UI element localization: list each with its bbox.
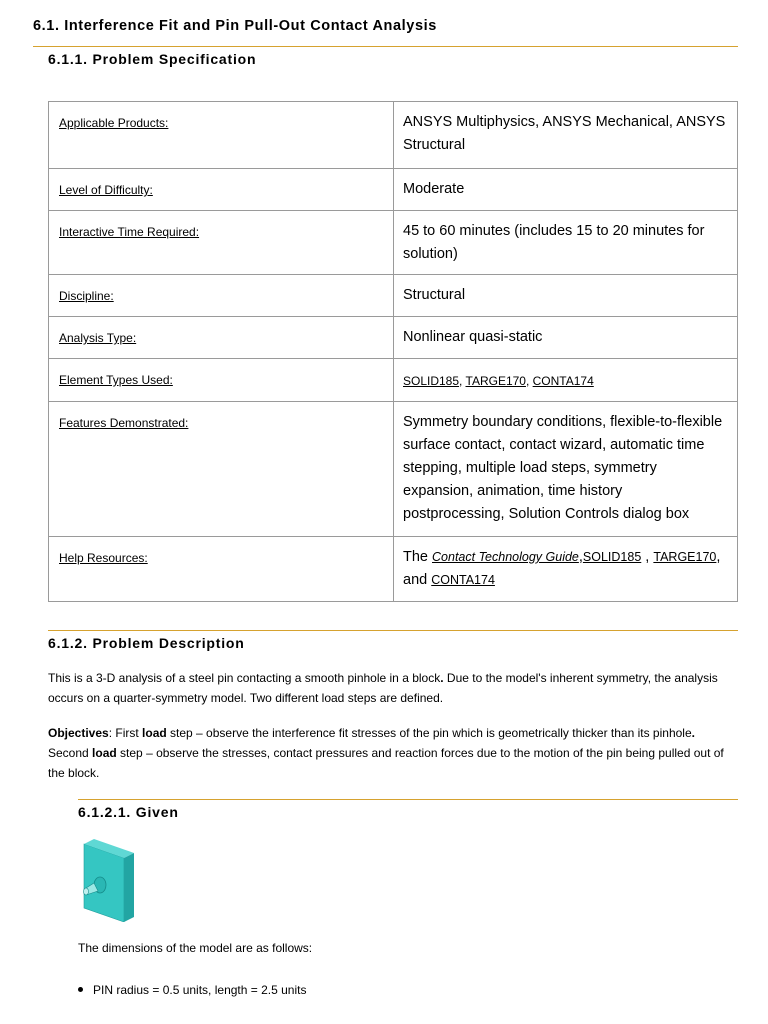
section-title: 6.1. Interference Fit and Pin Pull-Out Contact Analysis [33, 18, 437, 34]
targe170-link[interactable]: TARGE170 [465, 374, 526, 388]
conta174-link[interactable]: CONTA174 [532, 374, 594, 388]
objectives-text: step – observe the interference fit stresses of the pin which is geometrically thicker than its pinhole [166, 726, 692, 740]
help-resources-value [394, 537, 737, 600]
analysis-type-value: Nonlinear quasi-static [403, 329, 543, 345]
separator: , [641, 549, 654, 565]
intro-text: This is a 3-D analysis of a steel pin contacting a smooth pinhole in a block [48, 671, 441, 685]
bullet-icon [78, 987, 83, 992]
analysis-type-label[interactable]: Analysis Type: [59, 331, 137, 345]
solid185-link[interactable]: SOLID185 [403, 374, 460, 388]
table-row [49, 211, 738, 275]
applicable-products-label[interactable]: Applicable Products: [59, 116, 169, 130]
discipline-value: Structural [403, 287, 466, 303]
help-targe170-link[interactable]: TARGE170 [653, 550, 717, 564]
help-conta174-link[interactable]: CONTA174 [431, 573, 495, 587]
intro-text-2: Due to the model's inherent symmetry, the analysis occurs on a quarter-symmetry model. Two different load steps are defined. [48, 671, 718, 705]
features-label[interactable]: Features Demonstrated: [59, 416, 189, 430]
difficulty-label[interactable]: Level of Difficulty: [59, 183, 153, 197]
pin-dimensions-text: PIN radius = 0.5 units, length = 2.5 units [93, 983, 307, 997]
objectives-dot: . [691, 726, 695, 740]
load-word: load [92, 746, 117, 760]
table-row [49, 317, 738, 359]
applicable-products-value: ANSYS Multiphysics, ANSYS Mechanical, ANSYS Structural [403, 114, 726, 153]
problem-spec-table [48, 101, 738, 602]
time-required-value: 45 to 60 minutes (includes 15 to 20 minutes for solution) [403, 223, 705, 262]
help-solid185-link[interactable]: SOLID185 [582, 550, 642, 564]
objectives-text: step – observe the stresses, contact pressures and reaction forces due to the motion of the pin being pulled out of the block. [48, 746, 724, 780]
table-row [49, 359, 738, 402]
separator: , [525, 374, 533, 388]
separator: , [716, 549, 721, 565]
load-word: load [142, 726, 167, 740]
table-row [49, 537, 738, 602]
objectives-text: : First [108, 726, 143, 740]
section-divider [48, 630, 738, 631]
help-resources-label[interactable]: Help Resources: [59, 551, 148, 565]
objectives-paragraph [48, 723, 738, 783]
element-types-label[interactable]: Element Types Used: [59, 373, 173, 387]
contact-guide-link[interactable]: Contact Technology Guide [432, 550, 579, 564]
given-heading: 6.1.2.1. Given [78, 804, 179, 820]
table-row [49, 402, 738, 537]
separator: , [578, 549, 583, 565]
discipline-label[interactable]: Discipline: [59, 289, 114, 303]
table-row [49, 102, 738, 169]
intro-paragraph [48, 668, 738, 708]
spec-heading: 6.1.1. Problem Specification [48, 51, 257, 67]
objectives-text: Second [48, 726, 699, 760]
features-value: Symmetry boundary conditions, flexible-to-flexible surface contact, contact wizard, automatic time stepping, multiple load steps, symmetry expansion, animation, time history postprocessing, Solution Controls dialog box [403, 414, 723, 522]
help-and: and [403, 572, 432, 588]
help-prefix: The [403, 549, 433, 565]
element-types-value [394, 359, 737, 401]
time-required-label[interactable]: Interactive Time Required: [59, 225, 200, 239]
difficulty-value: Moderate [403, 181, 465, 197]
table-row [49, 169, 738, 211]
objectives-label: Objectives [48, 726, 109, 740]
section-divider [78, 799, 738, 800]
separator: , [459, 374, 466, 388]
description-heading: 6.1.2. Problem Description [48, 635, 245, 651]
list-item [78, 983, 306, 997]
dimensions-intro: The dimensions of the model are as follows: [78, 941, 313, 955]
intro-dot: . [440, 671, 444, 685]
pin-block-model-image [80, 838, 138, 922]
table-row [49, 275, 738, 317]
section-divider [33, 46, 738, 47]
